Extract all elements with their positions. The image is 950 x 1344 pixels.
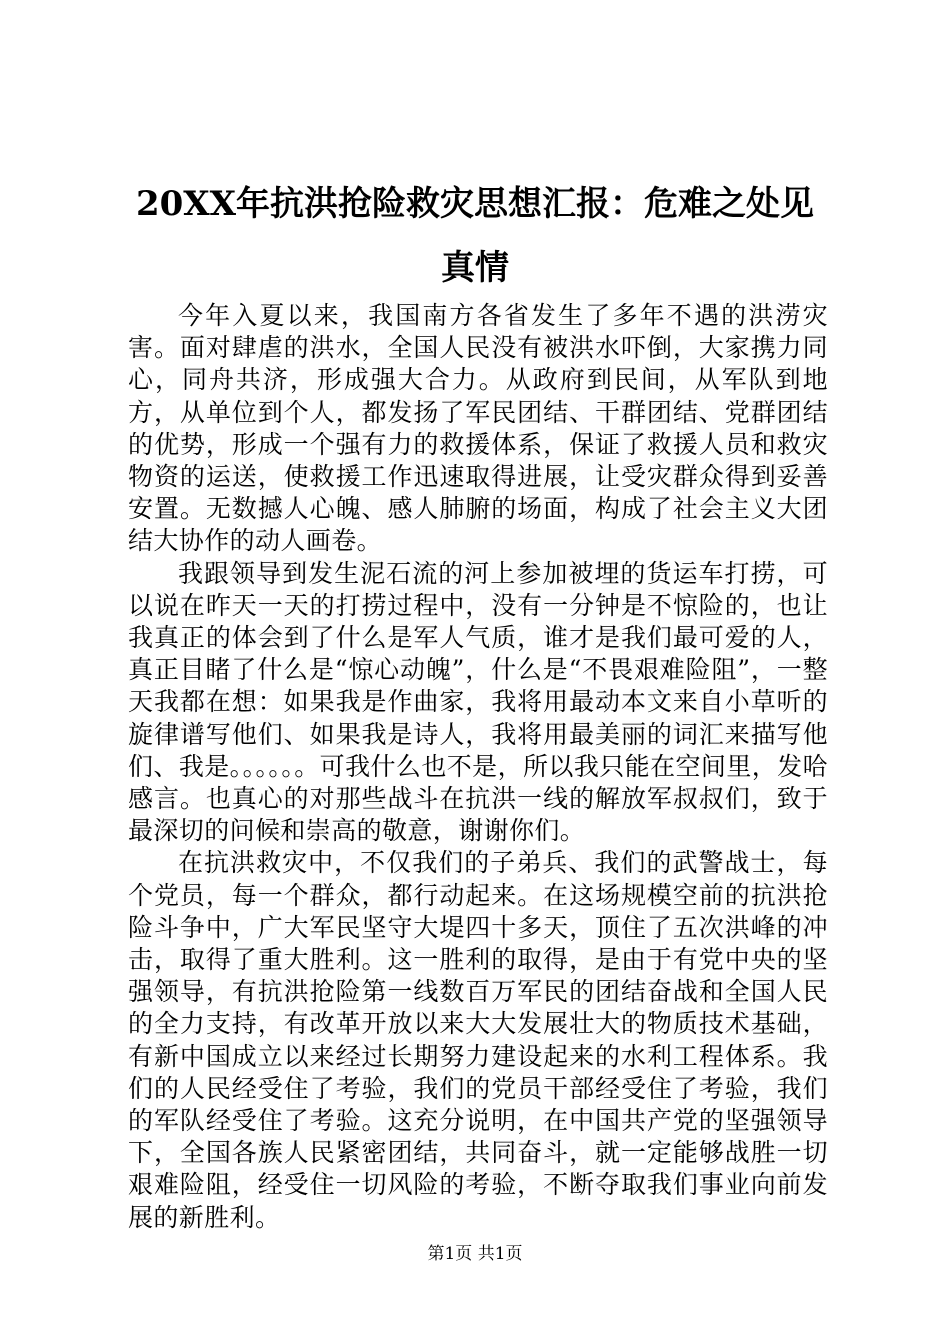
document-title: 20XX年抗洪抢险救灾思想汇报：危难之处见真情: [135, 184, 815, 288]
paragraph-3: 在抗洪救灾中，不仅我们的子弟兵、我们的武警战士，每个党员，每一个群众，都行动起来。在这场规模空前的抗洪抢险斗争中，广大军民坚守大堤四十多天，顶住了五次洪峰的冲击，取得了重大胜利。这一胜利的取得，是由于有党中央的坚强领导，有抗洪抢险第一线数百万军民的团结奋战和全国人民的全力支持，有改革开放以来大大发展壮大的物质技术基础，有新中国成立以来经过长期努力建设起来的水利工程体系。我们的人民经受住了考验，我们的党员干部经受住了考验，我们的军队经受住了考验。这充分说明，在中国共产党的坚强领导下，全国各族人民紧密团结，共同奋斗，就一定能够战胜一切艰难险阻，经受住一切风险的考验，不断夺取我们事业向前发展的新胜利。: [128, 848, 828, 1232]
page-number-footer: 第1页 共1页: [427, 1244, 523, 1264]
document-body: [128, 300, 828, 1234]
paragraph-1: 今年入夏以来，我国南方各省发生了多年不遇的洪涝灾害。面对肆虐的洪水，全国人民没有被洪水吓倒，大家携力同心，同舟共济，形成强大合力。从政府到民间，从军队到地方，从单位到个人，都发扬了军民团结、干群团结、党群团结的优势，形成一个强有力的救援体系，保证了救援人员和救灾物资的运送，使救援工作迅速取得进展，让受灾群众得到妥善安置。无数撼人心魄、感人肺腑的场面，构成了社会主义大团结大协作的动人画卷。: [128, 301, 828, 556]
paragraph-2: 我跟领导到发生泥石流的河上参加被埋的货运车打捞，可以说在昨天一天的打捞过程中，没有一分钟是不惊险的，也让我真正的体会到了什么是军人气质，谁才是我们最可爱的人，真正目睹了什么是“惊心动魄”，什么是“不畏艰难险阻”，一整天我都在想：如果我是作曲家，我将用最动本文来自小草听的旋律谱写他们、如果我是诗人，我将用最美丽的词汇来描写他们、我是。。。。。。可我什么也不是，所以我只能在空间里，发哈感言。也真心的对那些战斗在抗洪一线的解放军叔叔们，致于最深切的问候和崇高的敬意，谢谢你们。: [128, 558, 828, 846]
